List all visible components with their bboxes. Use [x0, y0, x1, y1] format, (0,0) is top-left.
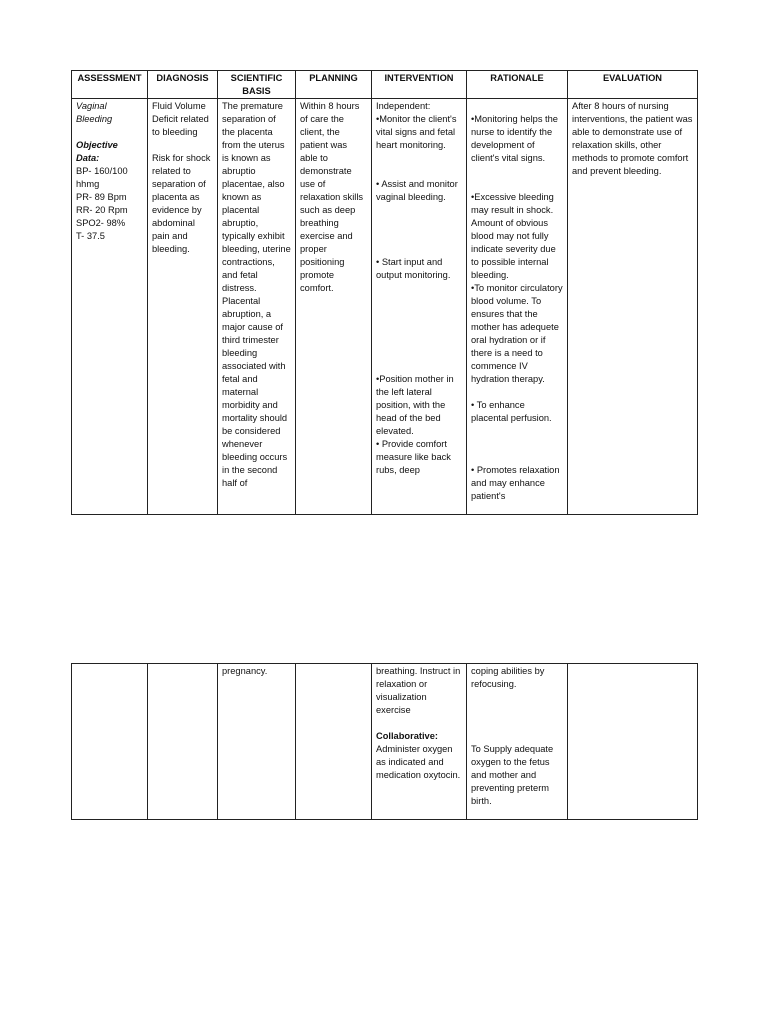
rationale-item: • Promotes relaxation and may enhance patient's [471, 465, 560, 501]
evaluation-text: After 8 hours of nursing interventions, the patient was able to demonstrate use of relaxation skills, other methods to promote comfort and prevent bleeding. [572, 101, 693, 176]
scientific-basis-cell [218, 664, 296, 820]
intervention-continued: breathing. Instruct in relaxation or visualization exercise [376, 666, 461, 715]
evaluation-cell [568, 99, 698, 515]
vital-pr: PR- 89 Bpm [76, 192, 127, 202]
diagnosis-cell [148, 664, 218, 820]
table-row [72, 99, 698, 515]
vital-bp: BP- 160/100 hhmg [76, 166, 128, 189]
header-intervention: INTERVENTION [372, 71, 467, 99]
rationale-item: •To monitor circulatory blood volume. To ensures that the mother has adequete oral hydration or if there is a need to commence IV hydration therapy. [471, 283, 563, 384]
assessment-cell [72, 99, 148, 515]
intervention-item: •Position mother in the left lateral position, with the head of the bed elevated. [376, 374, 454, 436]
rationale-item: • To enhance placental perfusion. [471, 400, 552, 423]
table-row [72, 664, 698, 820]
collaborative-label: Collaborative: [376, 731, 438, 741]
header-diagnosis: DIAGNOSIS [148, 71, 218, 99]
header-scientific-basis: SCIENTIFIC BASIS [218, 71, 296, 99]
diagnosis-secondary: Risk for shock related to separation of placenta as evidence by abdominal pain and bleeding. [152, 153, 211, 254]
rationale-cell [467, 664, 568, 820]
scientific-basis-continued: pregnancy. [222, 666, 268, 676]
planning-text: Within 8 hours of care the client, the patient was able to demonstrate use of relaxation skills such as deep breathing exercise and proper positioning promote comfort. [300, 101, 364, 293]
planning-cell [296, 664, 372, 820]
collaborative-rationale: To Supply adequate oxygen to the fetus and mother and preventing preterm birth. [471, 744, 554, 806]
care-plan-table-page2 [71, 663, 698, 820]
diagnosis-cell [148, 99, 218, 515]
intervention-cell [372, 99, 467, 515]
scientific-basis-cell [218, 99, 296, 515]
vital-temp: T- 37.5 [76, 231, 105, 241]
intervention-item: • Start input and output monitoring. [376, 257, 451, 280]
rationale-cell [467, 99, 568, 515]
vital-rr: RR- 20 Rpm [76, 205, 128, 215]
rationale-item: •Excessive bleeding may result in shock. Amount of obvious blood may not fully indicate severity due to possible internal bleeding. [471, 192, 556, 280]
header-rationale: RATIONALE [467, 71, 568, 99]
header-evaluation: EVALUATION [568, 71, 698, 99]
care-plan-table-page1 [71, 70, 698, 515]
subjective-cue: Vaginal Bleeding [76, 101, 113, 124]
intervention-item: •Monitor the client's vital signs and fetal heart monitoring. [376, 114, 457, 150]
rationale-continued: coping abilities by refocusing. [471, 666, 545, 689]
collaborative-intervention: Administer oxygen as indicated and medication oxytocin. [376, 744, 461, 780]
intervention-item: • Provide comfort measure like back rubs, deep [376, 439, 451, 475]
rationale-item: •Monitoring helps the nurse to identify the development of client's vital signs. [471, 114, 558, 163]
vital-spo2: SPO2- 98% [76, 218, 126, 228]
scientific-basis-text: The premature separation of the placenta from the uterus is known as abruptio placentae, also known as placental abruptio, typically exhibit bleeding, uterine contractions, and fetal distress. Placental abruption, a major cause of third trimester bleeding associated with fetal and maternal morbidity and mortality should be considered whenever bleeding occurs in the second half of [222, 101, 291, 488]
evaluation-cell [568, 664, 698, 820]
header-assessment: ASSESSMENT [72, 71, 148, 99]
objective-data-label: Objective Data: [76, 140, 118, 163]
assessment-cell [72, 664, 148, 820]
header-planning: PLANNING [296, 71, 372, 99]
independent-label: Independent: [376, 101, 431, 111]
intervention-item: • Assist and monitor vaginal bleeding. [376, 179, 458, 202]
planning-cell [296, 99, 372, 515]
header-row [72, 71, 698, 99]
intervention-cell [372, 664, 467, 820]
diagnosis-primary: Fluid Volume Deficit related to bleeding [152, 101, 209, 137]
